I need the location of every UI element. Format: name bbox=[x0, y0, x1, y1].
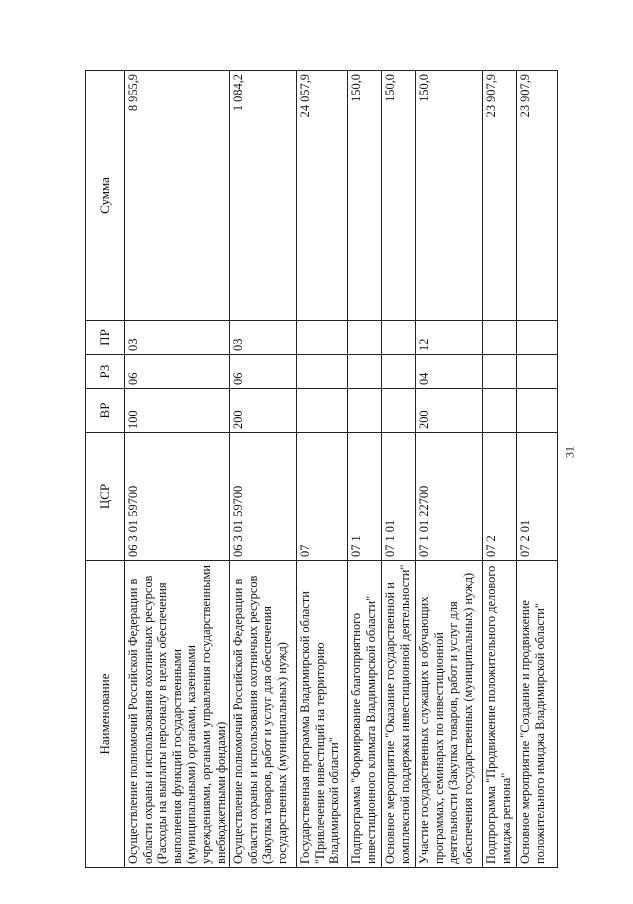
cell-sum: 150,0 bbox=[348, 71, 382, 321]
cell-vr bbox=[297, 389, 348, 433]
table-row bbox=[230, 71, 297, 868]
cell-name: Государственная программа Владимирской области "Привлечение инвестиций на территорию Владимирской области" bbox=[297, 561, 348, 868]
table-row bbox=[125, 71, 230, 868]
cell-pr bbox=[483, 321, 517, 355]
cell-rz bbox=[517, 355, 558, 389]
cell-vr: 200 bbox=[230, 389, 297, 433]
table-row bbox=[382, 71, 416, 868]
cell-name: Осуществление полномочий Российской Федерации в области охраны и использования охотничьих ресурсов (Расходы на выплаты персоналу в целях обеспечения выполнения функций государственными (муниципальными) органами, казенными учреждениями, органами управления государственными внебюджетными фондами) bbox=[125, 561, 230, 868]
cell-pr bbox=[517, 321, 558, 355]
table-row bbox=[297, 71, 348, 868]
cell-sum: 1 084,2 bbox=[230, 71, 297, 321]
cell-name: Основное мероприятие "Создание и продвижение положительного имиджа Владимирской области" bbox=[517, 561, 558, 868]
cell-pr: 12 bbox=[416, 321, 483, 355]
header-sum: Сумма bbox=[86, 71, 125, 321]
cell-pr bbox=[348, 321, 382, 355]
table-row bbox=[348, 71, 382, 868]
cell-name: Подпрограмма "Формирование благоприятного инвестиционного климата Владимирской области" bbox=[348, 561, 382, 868]
cell-csr: 06 3 01 59700 bbox=[125, 433, 230, 561]
table-header-row bbox=[86, 71, 125, 868]
header-csr: ЦСР bbox=[86, 433, 125, 561]
cell-rz: 04 bbox=[416, 355, 483, 389]
cell-name: Подпрограмма "Продвижение положительного делового имиджа региона" bbox=[483, 561, 517, 868]
cell-csr: 07 2 01 bbox=[517, 433, 558, 561]
cell-sum: 150,0 bbox=[382, 71, 416, 321]
cell-rz bbox=[483, 355, 517, 389]
cell-vr bbox=[348, 389, 382, 433]
cell-csr: 07 2 bbox=[483, 433, 517, 561]
cell-sum: 24 057,9 bbox=[297, 71, 348, 321]
cell-pr bbox=[297, 321, 348, 355]
header-rz: РЗ bbox=[86, 355, 125, 389]
table-row bbox=[517, 71, 558, 868]
cell-rz bbox=[382, 355, 416, 389]
header-pr: ПР bbox=[86, 321, 125, 355]
cell-vr bbox=[517, 389, 558, 433]
cell-sum: 23 907,9 bbox=[517, 71, 558, 321]
cell-rz: 06 bbox=[230, 355, 297, 389]
cell-vr bbox=[382, 389, 416, 433]
cell-vr: 200 bbox=[416, 389, 483, 433]
cell-rz bbox=[297, 355, 348, 389]
cell-csr: 07 1 bbox=[348, 433, 382, 561]
cell-csr: 07 1 01 bbox=[382, 433, 416, 561]
cell-name: Основное мероприятие "Оказание государственной и комплексной поддержки инвестиционной деятельности" bbox=[382, 561, 416, 868]
cell-csr: 07 bbox=[297, 433, 348, 561]
header-name: Наименование bbox=[86, 561, 125, 868]
cell-rz: 06 bbox=[125, 355, 230, 389]
cell-sum: 150,0 bbox=[416, 71, 483, 321]
cell-csr: 07 1 01 22700 bbox=[416, 433, 483, 561]
header-vr: ВР bbox=[86, 389, 125, 433]
cell-sum: 23 907,9 bbox=[483, 71, 517, 321]
cell-pr: 03 bbox=[125, 321, 230, 355]
cell-sum: 8 955,9 bbox=[125, 71, 230, 321]
table-row bbox=[416, 71, 483, 868]
budget-table bbox=[85, 70, 558, 868]
cell-name: Осуществление полномочий Российской Федерации в области охраны и использования охотничьих ресурсов (Закупка товаров, работ и услуг для обеспечения государственных (муниципальных) нужд) bbox=[230, 561, 297, 868]
page-number: 31 bbox=[562, 446, 577, 458]
cell-pr: 03 bbox=[230, 321, 297, 355]
cell-rz bbox=[348, 355, 382, 389]
rotated-table-container bbox=[85, 71, 558, 868]
cell-vr: 100 bbox=[125, 389, 230, 433]
cell-pr bbox=[382, 321, 416, 355]
cell-name: Участие государственных служащих в обучающих программах, семинарах по инвестиционной деятельности (Закупка товаров, работ и услуг для обеспечения государственных (муниципальных) нужд) bbox=[416, 561, 483, 868]
table-row bbox=[483, 71, 517, 868]
cell-vr bbox=[483, 389, 517, 433]
cell-csr: 06 3 01 59700 bbox=[230, 433, 297, 561]
